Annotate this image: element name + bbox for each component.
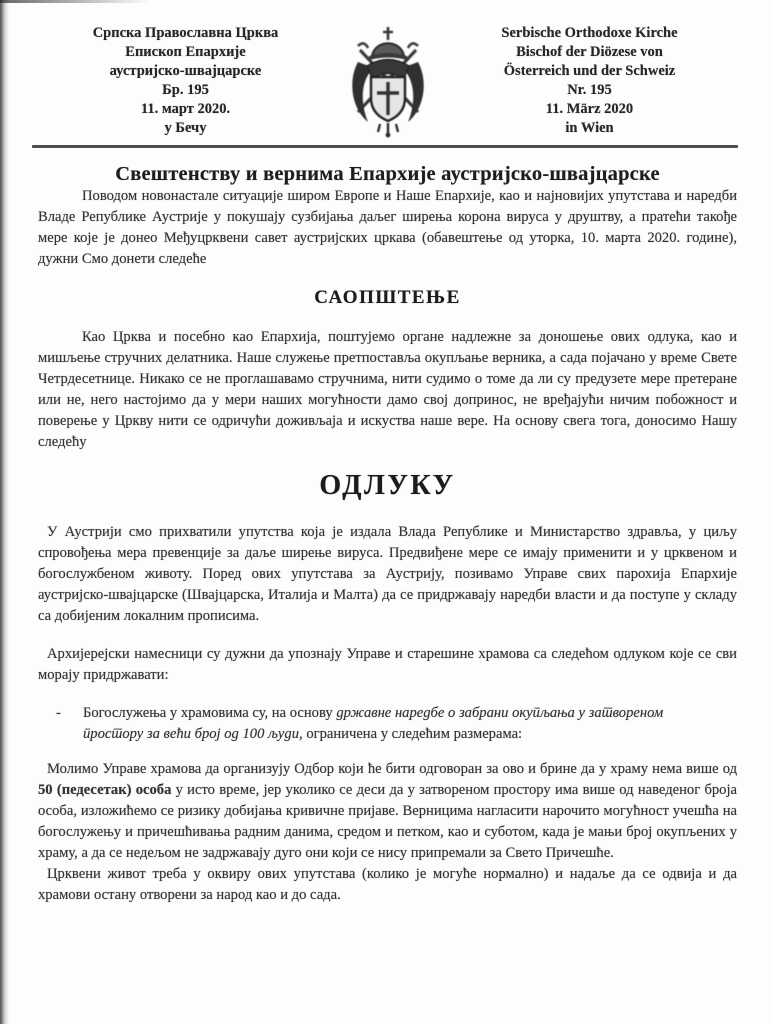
limit-paragraph-bold: 50 (педесетак) особа — [38, 782, 172, 798]
letterhead-german-line: Bischof der Diözese von — [516, 44, 663, 60]
letterhead-serbian-line: Бр. 195 — [162, 82, 209, 98]
document-title: Свештенству и вернима Епархије аустријско-швајцарске — [115, 163, 660, 185]
letterhead-german-line: 11. März 2020 — [545, 101, 634, 117]
letterhead-serbian — [38, 24, 333, 138]
letterhead-serbian-line: 11. март 2020. — [140, 101, 231, 117]
letterhead-serbian-line: у Бечу — [164, 120, 207, 136]
header-divider-rule — [32, 145, 738, 148]
bullet-text — [83, 703, 737, 745]
limit-paragraph — [38, 759, 737, 864]
announcement-paragraph: Као Црква и посебно као Епархија, поштујемо органе надлежне за доношење ових одлука, као и мишљење стручних делатника. Наше служење претпоставља окупљање верника, а сада појачано у време Свете Четрдесетнице. Никако се не проглашавамо стручнима, нити судимо о томе да ли су предузете мере претеране или не, него настојимо да у мери наших могућности дамо свој допринос, не вређајући ничим побожност и поверење у Цркву нити се одричући доживљаја и искуства наше вере. На основу свега тога, доносимо Нашу следећу — [38, 329, 737, 450]
letterhead-serbian-line: аустријско-швајцарске — [109, 63, 262, 79]
decision-bullet-item — [56, 703, 737, 745]
letterhead-german — [442, 24, 737, 138]
letterhead-german-line: Österreich und der Schweiz — [503, 63, 676, 79]
announcement-heading: САОПШТЕЊЕ — [314, 287, 461, 308]
intro-paragraph: Поводом новонастале ситуације широм Европе и Наше Епархије, као и најновијих упутстава и наредби Владе Републике Аустрије у покушају сузбијања даљег ширења корона вируса у друштву, а пратећи такође мере које је донео Међуцрквени савет аустријских цркава (обавештење од уторка, 10. марта 2020. године), дужни Смо донети следеће — [38, 188, 737, 267]
bullet-text-plain: , ограничена у следећим размерама: — [299, 726, 523, 742]
letterhead-german-line: Nr. 195 — [567, 82, 612, 98]
coat-of-arms-icon — [336, 24, 440, 138]
bullet-text-plain: Богослужења у храмовима су, на основу — [83, 705, 337, 721]
limit-paragraph-text: Молимо Управе храмова да организују Одбор који ће бити одговоран за ово и брине да у храму нема више од — [47, 761, 737, 777]
letterhead-serbian-line: Епископ Епархије — [125, 44, 246, 60]
letterhead — [38, 24, 737, 138]
letterhead-serbian-line: Српска Православна Црква — [92, 25, 279, 41]
limit-paragraph-text: у исто време, јер уколико се деси да у затвореном простору има више од наведеног броја особа, изложићемо се ризику добијања кривичне пријаве. Верницима нагласити нарочито могућност учешћа на богослужењу и причешћивања радним данима, средом и петком, као и суботом, када је мањи број окупљених у храму, а да се недељом не задржавају дуго они који се нису припремали за Свето Причешће. — [38, 782, 737, 861]
letterhead-german-line: in Wien — [565, 120, 614, 136]
decision-paragraph-2: Архијерејски намесници су дужни да упознају Управе и старешине храмова са следећом одлуком које се сви морају придржавати: — [38, 646, 737, 683]
closing-paragraph: Црквени живот треба у оквиру ових упутстава (колико је могуће нормално) и надаље да се одвија и да храмови остану отворени за народ као и до сада. — [38, 866, 737, 903]
bullet-dash-marker: - — [56, 705, 61, 721]
letterhead-german-line: Serbische Orthodoxe Kirche — [501, 25, 678, 41]
bullet-text-italic: државне наредбе о забрани окупљања у затвореном простору за већи број од 100 људи — [83, 705, 664, 742]
decision-paragraph-1: У Аустрији смо прихватили упутства која је издала Влада Републике и Министарство здравља, у циљу спровођења мера превенције за даље ширење вируса. Предвиђене мере се имају применити и у црквеном и богослужбеном животу. Поред ових упутстава за Аустрију, позивамо Управе свих парохија Епархије аустријско-швајцарске (Швајцарска, Италија и Малта) да се придржавају наредби власти и да поступе у складу са добијеним локалним прописима. — [38, 524, 737, 624]
decision-heading: ОДЛУКУ — [319, 470, 456, 501]
